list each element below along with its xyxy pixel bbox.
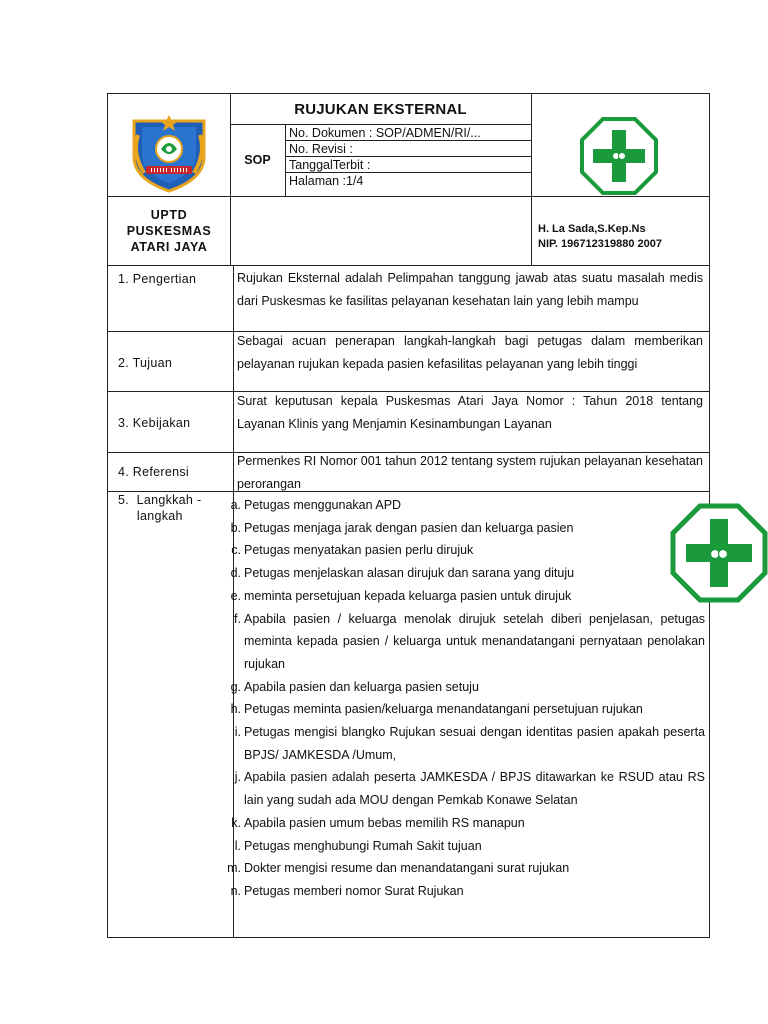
list-item: [225, 857, 705, 880]
procedure-steps: [225, 494, 705, 903]
step-text: Petugas menggunakan APD: [244, 498, 402, 512]
page-count: Halaman :1/4: [289, 174, 364, 188]
list-item: [225, 608, 705, 676]
step-marker: g.: [230, 679, 241, 694]
step-text: Petugas meminta pasien/keluarga menandatangani persetujuan rujukan: [244, 702, 643, 717]
list-item: [225, 835, 705, 858]
section-label-kebijakan: 3. Kebijakan: [118, 416, 191, 430]
list-item: [225, 812, 705, 835]
step-marker: m.: [227, 861, 241, 876]
puskesmas-cross-icon: [579, 116, 659, 196]
list-item: [225, 880, 705, 903]
section-label-tujuan: 2. Tujuan: [118, 356, 173, 370]
step-marker: c.: [231, 543, 241, 558]
step-text: Apabila pasien dan keluarga pasien setuju: [244, 679, 479, 694]
section-text-tujuan: Sebagai acuan penerapan langkah-langkah bagi petugas dalam memberikan pelayanan rujukan kepada pasien kefasilitas pelayanan yang lebih tinggi: [237, 334, 703, 371]
step-text: Petugas memberi nomor Surat Rujukan: [244, 883, 464, 898]
issue-date: TanggalTerbit :: [289, 158, 371, 172]
list-item: [225, 698, 705, 721]
step-marker: f.: [234, 611, 241, 626]
step-text: Apabila pasien adalah peserta JAMKESDA / BPJS ditawarkan ke RSUD atau RS lain yang sudah ada MOU dengan Pemkab Konawe Selatan: [244, 770, 705, 808]
sop-document: [107, 93, 710, 938]
step-text: Apabila pasien umum bebas memilih RS manapun: [244, 815, 525, 830]
step-marker: d.: [230, 566, 241, 581]
step-text: Petugas menjaga jarak dengan pasien dan keluarga pasien: [244, 520, 574, 535]
revision-number: No. Revisi :: [289, 142, 353, 156]
step-text: Petugas mengisi blangko Rujukan sesuai dengan identitas pasien apakah peserta BPJS/ JAMKESDA /Umum,: [244, 725, 705, 762]
step-marker: j.: [234, 770, 241, 785]
step-marker: n.: [230, 883, 241, 898]
section-label-pengertian: 1. Pengertian: [118, 272, 197, 286]
list-item: [225, 517, 705, 540]
step-text: Petugas menyatakan pasien perlu dirujuk: [244, 543, 474, 558]
step-text: Petugas menghubungi Rumah Sakit tujuan: [244, 838, 482, 853]
organization-name: [108, 196, 230, 265]
step-marker: l.: [234, 838, 241, 853]
sop-label: SOP: [244, 153, 271, 167]
list-item: [225, 766, 705, 811]
list-item: [225, 539, 705, 562]
signer-block: [538, 222, 708, 252]
step-text: Dokter mengisi resume dan menandatangani surat rujukan: [244, 861, 570, 876]
org-line: PUSKESMAS: [126, 223, 212, 238]
list-item: [225, 721, 705, 766]
list-item: [225, 494, 705, 517]
document-title: RUJUKAN EKSTERNAL: [294, 100, 467, 118]
step-marker: b.: [230, 520, 241, 535]
step-text: meminta persetujuan kepada keluarga pasien untuk dirujuk: [244, 588, 572, 603]
section-label-langkah: 5. Langkkah - langkah: [118, 493, 202, 523]
signer-nip: NIP. 196712319880 2007: [538, 238, 662, 250]
section-text-referensi: Permenkes RI Nomor 001 tahun 2012 tentang system rujukan pelayanan kesehatan perorangan: [237, 454, 703, 491]
section-text-kebijakan: Surat keputusan kepala Puskesmas Atari Jaya Nomor : Tahun 2018 tentang Layanan Klinis yang Menjamin Kesinambungan Layanan: [237, 394, 703, 431]
step-marker: e.: [230, 588, 241, 603]
step-text: Petugas menjelaskan alasan dirujuk dan sarana yang dituju: [244, 566, 575, 581]
section-text-pengertian: Rujukan Eksternal adalah Pelimpahan tanggung jawab atas suatu masalah medis dari Puskesmas ke fasilitas pelayanan kesehatan lain yang lebih mampu: [237, 271, 703, 308]
org-line: ATARI JAYA: [130, 239, 208, 254]
divider: [531, 94, 532, 265]
document-number: No. Dokumen : SOP/ADMEN/RI/...: [289, 126, 481, 140]
step-marker: a.: [230, 498, 241, 512]
divider: [285, 124, 286, 196]
step-marker: k.: [231, 815, 241, 830]
step-marker: i.: [234, 725, 241, 740]
step-text: Apabila pasien / keluarga menolak dirujuk setelah diberi penjelasan, petugas meminta kepada pasien / keluarga untuk menandatangani pernyataan penolakan rujukan: [244, 611, 705, 671]
step-marker: h.: [230, 702, 241, 717]
section-label-referensi: 4. Referensi: [118, 465, 189, 479]
divider: [108, 265, 709, 266]
list-item: [225, 585, 705, 608]
puskesmas-cross-icon-large: [670, 503, 768, 603]
regency-crest-icon: [128, 113, 210, 193]
list-item: [225, 562, 705, 585]
list-item: [225, 676, 705, 699]
org-line: UPTD: [150, 207, 188, 222]
signer-name: H. La Sada,S.Kep.Ns: [538, 223, 646, 235]
